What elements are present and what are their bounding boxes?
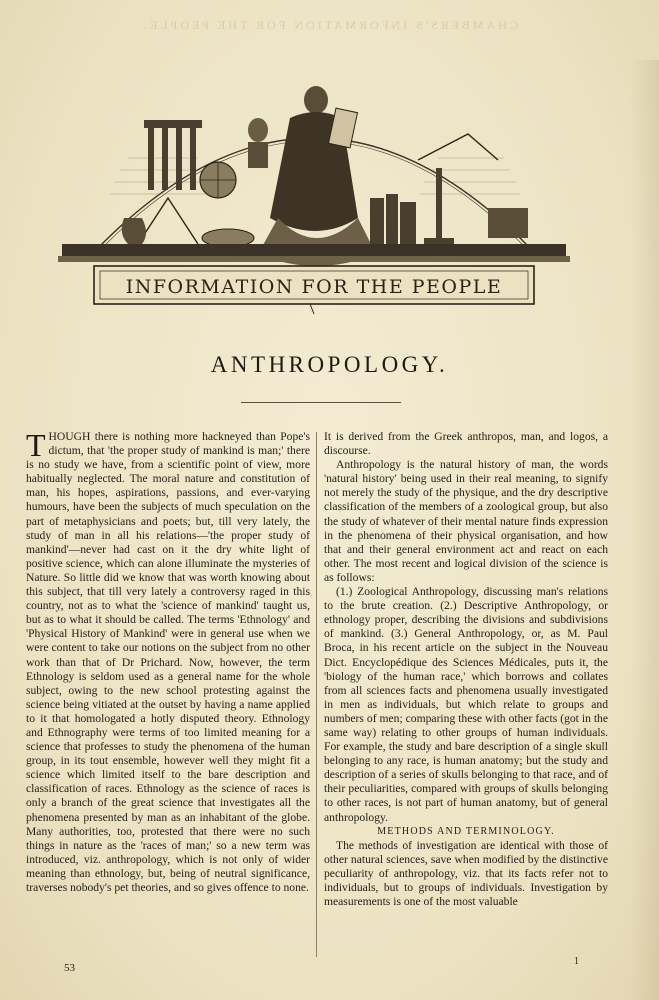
right-column [324, 430, 608, 970]
right-paragraph-3: (1.) Zoological Anthropology, discussing man's relations to the brute creation. (2.) Descriptive Anthropology, or ethnology proper, describing the divisions and subdivisions of mankind. (3.) General Anthropology, or, as M. Paul Broca, in his recent article on the subject in the Nouveau Dict. Encyclopédique des Sciences Médicales, puts it, the 'biology of the human race,' which borrows and collates from all sciences facts and phenomena usually investigated in men as individuals, but which relate to groups and numbers of men; comparing these with other facts (got in the same way) relating to other groups of human individuals. For example, the study and bare description of a single skull belonging to any race, is human anatomy; but the study and description of a series of skulls belonging to that race, and of their peculiarities, compared with groups of skulls belonging to other races, is not part of human anatomy, but of general anthropology. [324, 585, 608, 824]
signature-mark: 1 [574, 956, 579, 967]
page-title: ANTHROPOLOGY. [210, 352, 449, 377]
left-column [26, 430, 310, 970]
page-number: 53 [64, 962, 75, 974]
section-heading: METHODS AND TERMINOLOGY. [377, 825, 555, 837]
banner-title: INFORMATION FOR THE PEOPLE [125, 276, 503, 298]
page-edge-shadow [630, 60, 659, 1000]
column-divider [316, 432, 317, 957]
bleed-through-header: CHAMBERS'S INFORMATION FOR THE PEOPLE. [141, 18, 518, 32]
right-paragraph-4: The methods of investigation are identical with those of other natural sciences, save when modified by the distinctive peculiarity of anthropology, viz. that its facts refer not to individuals, but to groups of individuals. Investigation by measurements is one of the most valuable [324, 838, 608, 909]
right-paragraph-1: It is derived from the Greek anthropos, man, and logos, a discourse. [324, 430, 608, 458]
title-rule [241, 402, 401, 403]
right-paragraph-2: Anthropology is the natural history of man, the words 'natural history' being used in their real meaning, to signify not merely the study of the physique, and the dry descriptive classification of the members of a zoological group, but also the study of whatever of their mental nature finds expression in the phenomena of their physical organisation, and how that and their general environment act and react on each other. The most recent and logical division of the science is as follows: [324, 458, 608, 584]
drop-cap: T [26, 430, 46, 463]
left-paragraph-text: HOUGH there is nothing more hackneyed than Pope's dictum, that 'the proper study of mankind is man;' there is no study we have, from a scientific point of view, more habitually neglected. The moral nature and constitution of man, his hopes, aspirations, passions, and ever-varying humours, have been the subjects of much speculation on the part of metaphysicians and poets; but, till very lately, the study of man in all his relations—'the proper study of mankind'—never had cast on it the dry white light of positive science, which can alone illuminate the mysteries of Nature. So little did we know that was worth knowing about this subject, that till very lately a controversy raged in this country, not as to what the 'science of mankind' taught us, but as to what it should be called. The terms 'Ethnology' and 'Physical History of Mankind' were in general use when we were content to take our notions on the subject from no other work than that of Dr Prichard. Now, however, the term Ethnology is seldom used as a general name for the whole subject, owing to the new school protesting against the science being vitiated at the outset by having a name applied to it that homologated a hotly disputed theory. Ethnology and Ethnography were terms of too limited meaning for a science that professes to study the phenomena of the human group, in its tout ensemble, however well they might fit a science which limited itself to the bare description and classification of races. Ethnology as the science of races is only a branch of the great science that investigates all the phenomena presented by man as an inhabitant of the globe. Many authorities, too, protested that there were no such things in nature as the 'races of man;' so a new term was introduced, viz. anthropology, which is not only of wider meaning than ethnology, but, being of neutral significance, traverses nobody's pet theories, and so gives offence to none. [26, 430, 310, 894]
left-paragraph [26, 430, 310, 895]
